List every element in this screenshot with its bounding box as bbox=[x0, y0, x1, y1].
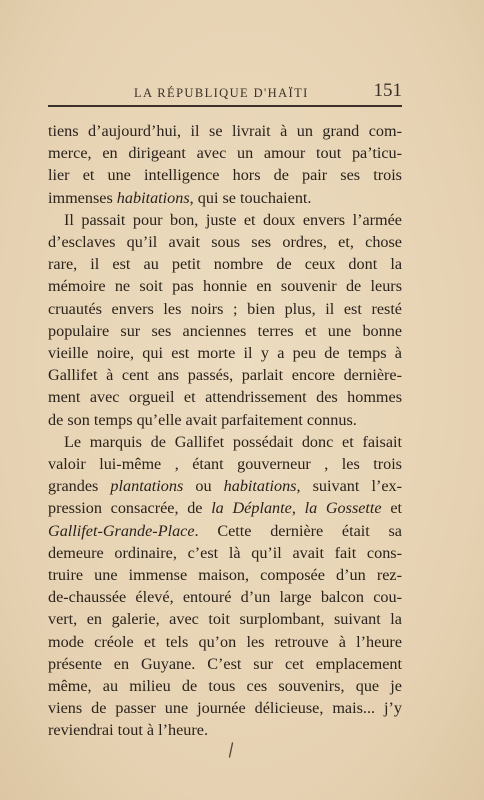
text-segment: grandes bbox=[48, 477, 111, 496]
text-line bbox=[48, 653, 402, 675]
text-segment: , suivant l’ex- bbox=[296, 477, 402, 496]
paragraph bbox=[48, 431, 402, 742]
text-segment: et bbox=[381, 499, 403, 518]
text-line bbox=[48, 298, 402, 320]
ink-mark bbox=[228, 742, 234, 758]
text-segment: tiens d’aujourd’hui, il se livrait à un grand com- bbox=[48, 122, 402, 140]
italic-text: habitations bbox=[223, 477, 297, 496]
text-line bbox=[48, 342, 402, 364]
italic-text: plantations bbox=[110, 477, 184, 496]
text-line bbox=[48, 719, 402, 741]
text-line bbox=[48, 320, 402, 342]
text-segment: rare, il est au petit nombre de ceux dont la bbox=[48, 255, 402, 274]
text-segment: même, au milieu de tous ces souvenirs, que je bbox=[48, 677, 402, 696]
text-segment: ou bbox=[183, 477, 224, 496]
italic-text: Gallifet-Grande-Place bbox=[48, 521, 195, 540]
text-segment: vert, en galerie, avec toit surplombant, suivant la bbox=[48, 610, 402, 629]
text-line bbox=[48, 697, 402, 719]
text-line bbox=[48, 386, 402, 408]
text-segment: vieille noire, qui est morte il y a peu de temps à bbox=[48, 344, 402, 363]
text-line bbox=[48, 453, 402, 475]
text-line bbox=[48, 187, 402, 209]
text-segment: truire une immense maison, composée d’un rez- bbox=[48, 566, 402, 585]
running-title: LA RÉPUBLIQUE D'HAÏTI bbox=[134, 86, 309, 100]
text-line bbox=[48, 586, 402, 608]
text-line bbox=[48, 209, 402, 231]
text-line bbox=[48, 275, 402, 297]
text-line bbox=[48, 120, 402, 142]
text-segment: demeure ordinaire, c’est là qu’il avait fait cons- bbox=[48, 543, 402, 562]
text-segment: de son temps qu’elle avait parfaitement connus. bbox=[48, 410, 357, 429]
text-line bbox=[48, 142, 402, 164]
text-segment: présente en Guyane. C’est sur cet emplacement bbox=[48, 654, 402, 673]
text-segment: valoir lui-même , étant gouverneur , les trois bbox=[48, 455, 402, 474]
text-segment: ment avec orgueil et attendrissement des hommes bbox=[48, 388, 402, 407]
text-segment: populaire sur ses anciennes terres et une bonne bbox=[48, 321, 402, 340]
text-segment: Gallifet à cent ans passés, parlait encore dernière- bbox=[48, 366, 402, 385]
text-line bbox=[48, 364, 402, 386]
text-segment: reviendrai tout à l’heure. bbox=[48, 721, 209, 740]
text-segment: viens de passer une journée délicieuse, mais... j’y bbox=[48, 699, 402, 718]
text-line bbox=[48, 231, 402, 253]
italic-text: la Gossette bbox=[304, 499, 382, 518]
text-segment: , bbox=[291, 499, 305, 518]
text-line bbox=[48, 675, 402, 697]
running-header bbox=[48, 82, 402, 106]
text-segment: de-chaussée élevé, entouré d’un large balcon cou- bbox=[48, 588, 402, 607]
text-segment: mémoire ne soit pas honnie en souvenir de leurs bbox=[48, 277, 402, 296]
text-line bbox=[48, 409, 402, 431]
paragraph bbox=[48, 209, 402, 431]
text-segment: , qui se touchaient. bbox=[189, 188, 312, 207]
text-line bbox=[48, 431, 402, 453]
text-line bbox=[48, 631, 402, 653]
italic-text: la Déplante bbox=[211, 499, 292, 518]
text-segment: d’esclaves qu’il avait sous ses ordres, et, chose bbox=[48, 233, 402, 252]
text-segment: immenses bbox=[48, 188, 117, 207]
text-line bbox=[48, 497, 402, 519]
text-segment: . Cette dernière était sa bbox=[194, 521, 402, 540]
text-line bbox=[48, 564, 402, 586]
text-segment: lier et une intelligence hors de pair ses trois bbox=[48, 166, 402, 185]
text-segment: pression consacrée, de bbox=[48, 499, 212, 518]
paragraph bbox=[48, 120, 402, 209]
text-segment: mode créole et tels qu’on les retrouve à l’heure bbox=[48, 632, 402, 651]
text-line bbox=[48, 542, 402, 564]
text-line bbox=[48, 608, 402, 630]
italic-text: habitations bbox=[116, 188, 190, 207]
text-line bbox=[48, 475, 402, 497]
text-segment: cruautés envers les noirs ; bien plus, il est resté bbox=[48, 299, 402, 318]
page-number: 151 bbox=[373, 80, 402, 101]
text-line bbox=[48, 520, 402, 542]
text-segment: Le marquis de Gallifet possédait donc et faisait bbox=[64, 432, 402, 451]
body-text bbox=[48, 120, 402, 742]
text-line bbox=[48, 164, 402, 186]
text-segment: merce, en dirigeant avec un amour tout pa’ticu- bbox=[48, 144, 402, 163]
text-segment: Il passait pour bon, juste et doux envers l’armée bbox=[64, 210, 402, 229]
text-line bbox=[48, 253, 402, 275]
header-rule bbox=[48, 105, 402, 107]
